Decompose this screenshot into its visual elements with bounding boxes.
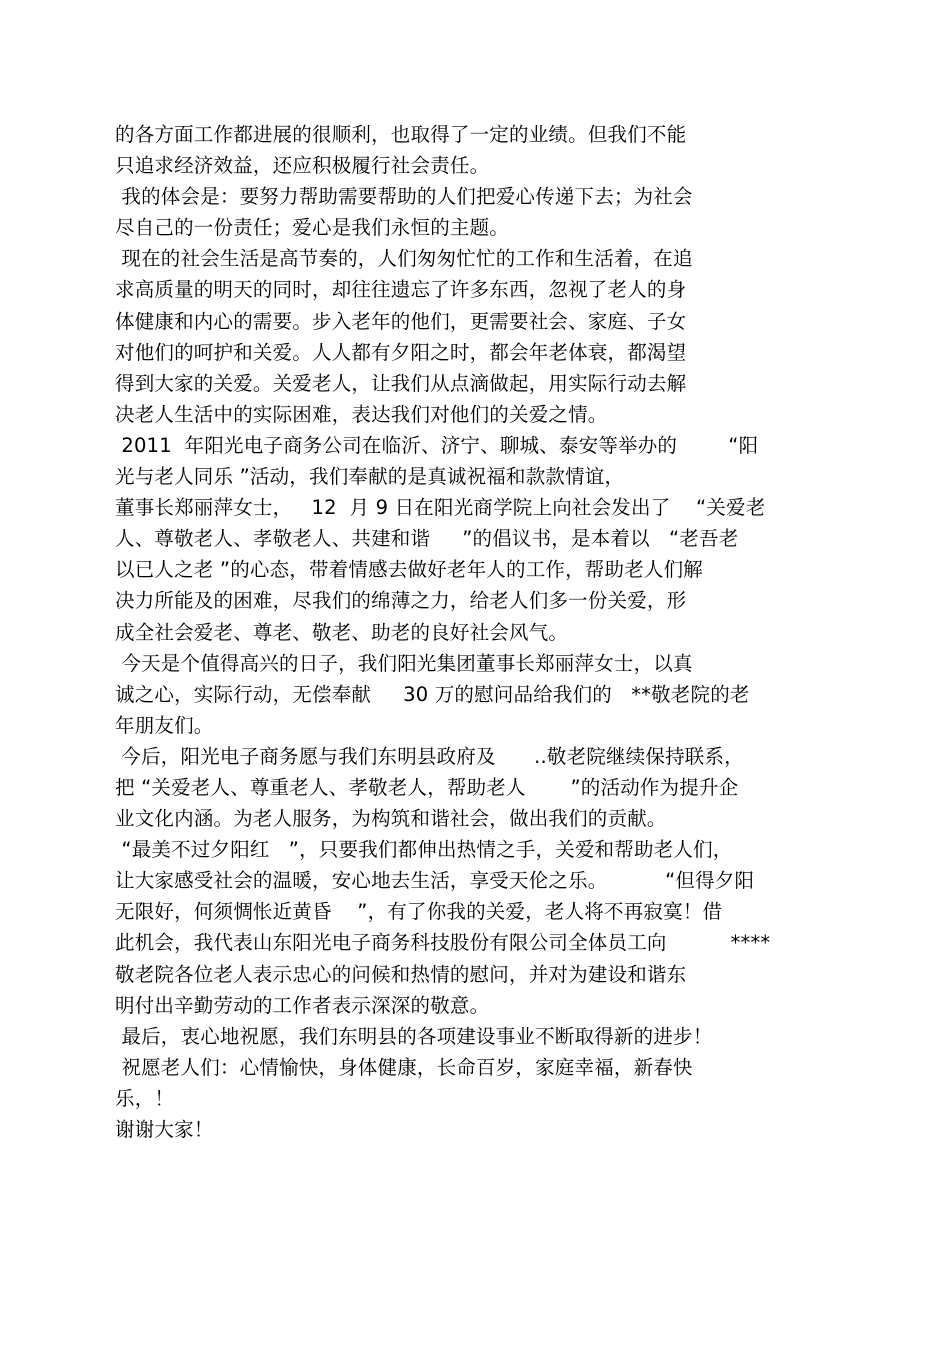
text-line: 以已人之老 ”的心态，带着情感去做好老年人的工作，帮助老人们解 (115, 558, 704, 582)
document-body (115, 119, 835, 1145)
text-line: 今天是个值得高兴的日子，我们阳光集团董事长郑丽萍女士，以真 (115, 651, 693, 675)
text-line: 决老人生活中的实际困难，表达我们对他们的关爱之情。 (115, 402, 608, 426)
text-line: 得到大家的关爱。关爱老人，让我们从点滴做起，用实际行动去解 (115, 371, 687, 395)
text-line: 对他们的呵护和关爱。人人都有夕阳之时，都会年老体衰，都渴望 (115, 340, 687, 364)
text-line: 敬老院各位老人表示忠心的问候和热情的慰问，并对为建设和谐东 (115, 962, 687, 986)
text-line: 董事长郑丽萍女士， 12 月 9 日在阳光商学院上向社会发出了 “关爱老 (115, 496, 766, 520)
text-line: 此机会，我代表山东阳光电子商务科技股份有限公司全体员工向 **** (115, 931, 771, 955)
text-line: 只追求经济效益，还应积极履行社会责任。 (115, 154, 490, 178)
text-line: 体健康和内心的需要。步入老年的他们，更需要社会、家庭、子女 (115, 309, 687, 333)
text-line: “最美不过夕阳红 ”，只要我们都伸出热情之手，关爱和帮助老人们， (115, 838, 733, 862)
text-line: 2011 年阳光电子商务公司在临沂、济宁、聊城、泰安等举办的 “阳 (115, 433, 759, 457)
text-line: 业文化内涵。为老人服务，为构筑和谐社会，做出我们的贡献。 (115, 807, 667, 831)
text-line: 明付出辛勤劳动的工作者表示深深的敬意。 (115, 993, 490, 1017)
text-line: 祝愿老人们：心情愉快，身体健康，长命百岁，家庭幸福，新春快 (115, 1055, 693, 1079)
text-line: 现在的社会生活是高节奏的，人们匆匆忙忙的工作和生活着，在追 (115, 247, 693, 271)
text-line: 光与老人同乐 ”活动，我们奉献的是真诚祝福和款款情谊， (115, 465, 625, 489)
text-line: 把 “关爱老人、尊重老人、孝敬老人，帮助老人 ”的活动作为提升企 (115, 775, 739, 799)
text-line: 我的体会是：要努力帮助需要帮助的人们把爱心传递下去；为社会 (115, 185, 693, 209)
text-line: 成全社会爱老、尊老、敬老、助老的良好社会风气。 (115, 620, 569, 644)
text-line: 让大家感受社会的温暖，安心地去生活，享受天伦之乐。 “但得夕阳 (115, 869, 755, 893)
text-line: 人、尊敬老人、孝敬老人、共建和谐 ”的倡议书，是本着以 “老吾老 (115, 527, 739, 551)
text-line: 的各方面工作都进展的很顺利，也取得了一定的业绩。但我们不能 (115, 123, 687, 146)
text-line: 年朋友们。 (115, 713, 214, 737)
text-line: 诚之心，实际行动，无偿奉献 30 万的慰问品给我们的 **敬老院的老 (115, 682, 750, 706)
text-line: 乐，！ (115, 1086, 175, 1110)
text-line: 无限好，何须惆怅近黄昏 ”，有了你我的关爱，老人将不再寂寞！借 (115, 900, 723, 924)
text-line: 今后，阳光电子商务愿与我们东明县政府及 ..敬老院继续保持联系， (115, 744, 744, 768)
text-line: 尽自己的一份责任；爱心是我们永恒的主题。 (115, 216, 510, 240)
text-line: 最后，衷心地祝愿，我们东明县的各项建设事业不断取得新的进步！ (115, 1024, 713, 1048)
text-line: 决力所能及的困难，尽我们的绵薄之力，给老人们多一份关爱，形 (115, 589, 687, 613)
text-line: 谢谢大家！ (115, 1118, 214, 1141)
text-line: 求高质量的明天的同时，却往往遗忘了许多东西，忽视了老人的身 (115, 278, 687, 302)
